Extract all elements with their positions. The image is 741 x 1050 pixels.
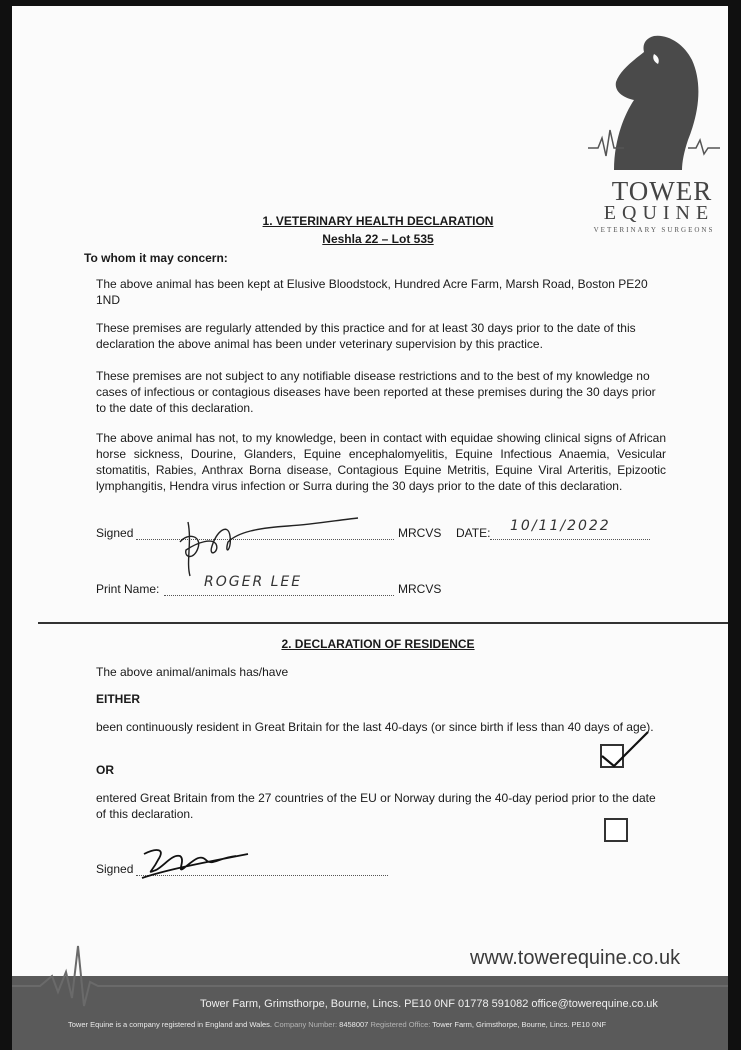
paragraph-supervision: These premises are regularly attended by this practice and for at least 30 days prior to the date of this declaration the above animal has been under veterinary supervision by this practice.	[96, 321, 636, 351]
declaration-page	[12, 6, 728, 1050]
residence-intro: The above animal/animals has/have	[96, 665, 289, 679]
mrcvs-label-2: MRCVS	[398, 582, 442, 596]
mrcvs-label-1: MRCVS	[398, 526, 442, 540]
footer-band	[12, 976, 728, 1050]
option1-checkmark-icon	[596, 726, 656, 774]
logo-tagline: VETERINARY SURGEONS	[593, 226, 715, 234]
section1-subtitle: Neshla 22 – Lot 535	[322, 232, 434, 246]
logo-wordmark-equine: EQUINE	[603, 202, 715, 224]
salutation: To whom it may concern:	[84, 251, 228, 265]
signed-label: Signed	[96, 526, 134, 540]
footer-address: Tower Farm, Grimsthorpe, Bourne, Lincs. PE10 0NF 01778 591082 office@towerequine.co.uk	[200, 998, 658, 1010]
tower-equine-logo	[584, 30, 724, 240]
paragraph-restrictions: These premises are not subject to any notifiable disease restrictions and to the best of my knowledge no cases of infectious or contagious diseases have been reported at these premises during the 30 days prior to the date of this declaration.	[96, 369, 656, 415]
reg-office-address: Tower Farm, Grimsthorpe, Bourne, Lincs. PE10 0NF	[432, 1020, 607, 1029]
date-label: DATE:	[456, 526, 491, 540]
date-value: 10/11/2022	[510, 518, 611, 534]
footer-website[interactable]: www.towerequine.co.uk	[470, 947, 681, 969]
section2-title: 2. DECLARATION OF RESIDENCE	[281, 637, 475, 651]
signature-handwritten	[168, 502, 368, 582]
reg-office-label: Registered Office:	[370, 1020, 431, 1029]
print-name-value: ROGER LEE	[204, 574, 303, 590]
option2-text: entered Great Britain from the 27 countries of the EU or Norway during the 40-day period prior to the date of this declaration.	[96, 791, 656, 821]
print-name-label: Print Name:	[96, 582, 160, 596]
reg-company-label: Company Number:	[274, 1020, 338, 1029]
or-label: OR	[96, 763, 114, 777]
paragraph-contact: The above animal has not, to my knowledge, been in contact with equidae showing clinical signs of African horse sickness, Dourine, Glanders, Equine encephalomyelitis, Equine Infectious Anaemia, Vesicular stomatitis, Rabies, Anthrax Borna disease, Contagious Equine Metritis, Equine Viral Arteritis, Epizootic lymphangitis, Hendra virus infection or Surra during the 30 days prior to the date of this declaration.	[96, 431, 666, 493]
residence-signed-label: Signed	[96, 862, 134, 876]
reg-text-1: Tower Equine is a company registered in England and Wales.	[68, 1020, 273, 1029]
footer-registration	[68, 1020, 606, 1029]
logo-wordmark-tower: TOWER	[611, 176, 713, 206]
section-divider	[38, 622, 728, 624]
horse-head-chess-knight-icon	[584, 30, 724, 180]
reg-company-number: 8458007	[339, 1020, 369, 1029]
option2-checkbox[interactable]	[604, 818, 628, 842]
either-label: EITHER	[96, 692, 141, 706]
residence-signature-handwritten	[136, 840, 256, 882]
option1-text: been continuously resident in Great Britain for the last 40-days (or since birth if less than 40 days of age).	[96, 720, 654, 734]
paragraph-premises: The above animal has been kept at Elusive Bloodstock, Hundred Acre Farm, Marsh Road, Boston PE20 1ND	[96, 277, 648, 307]
section1-title: 1. VETERINARY HEALTH DECLARATION	[262, 214, 494, 228]
